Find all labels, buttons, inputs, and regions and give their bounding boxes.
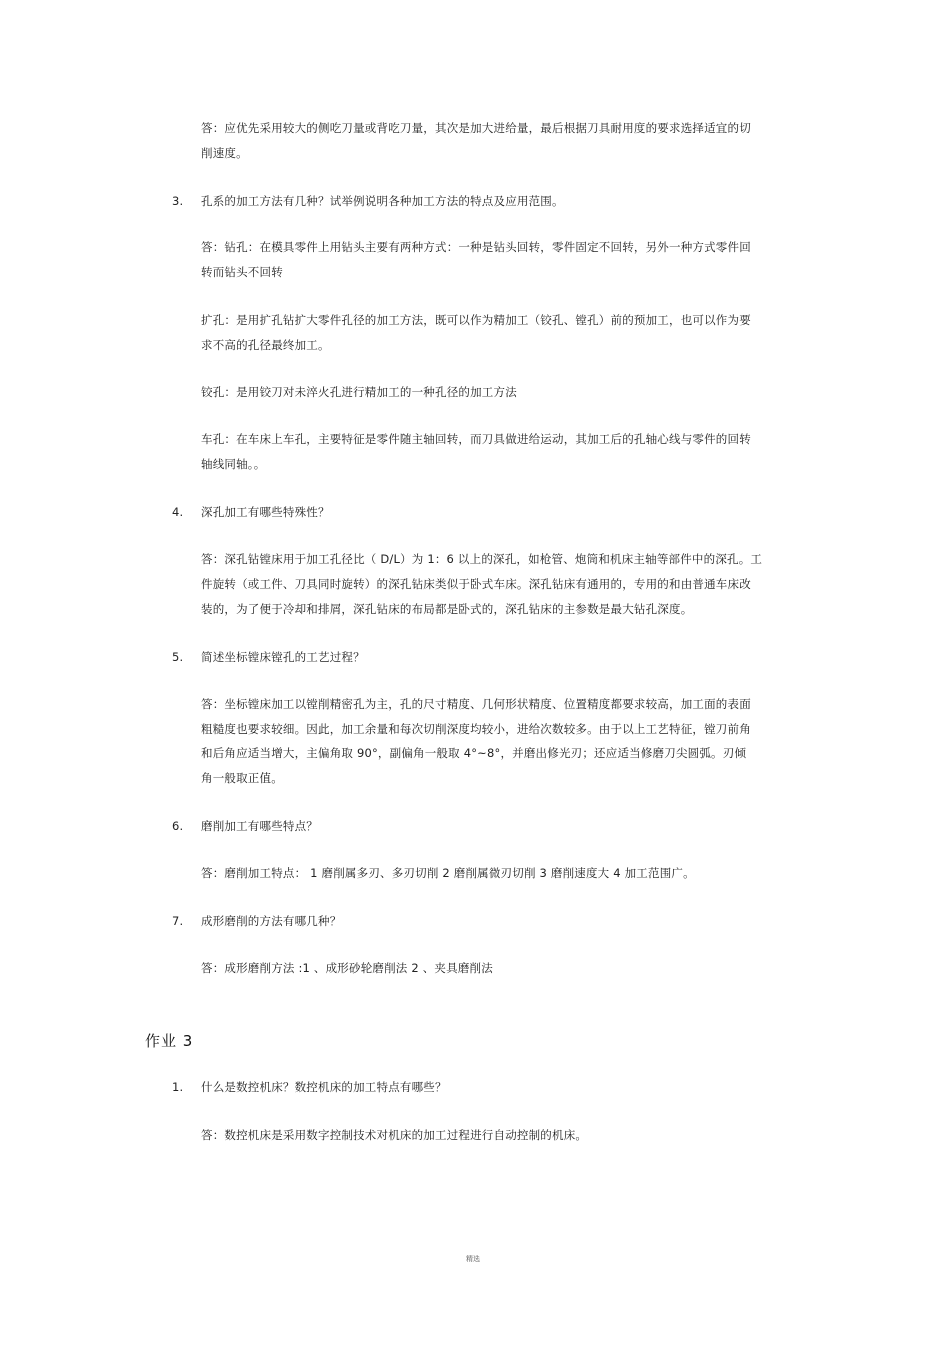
answer-3-drilling-line-2: 转而钻头不回转 bbox=[201, 265, 283, 279]
question-5-number: 5. bbox=[172, 650, 184, 664]
homework-question-1-number: 1. bbox=[172, 1080, 184, 1094]
page-footer: 精选 bbox=[466, 1255, 480, 1263]
question-3-number: 3. bbox=[172, 194, 184, 208]
answer-3-expanding-line-1: 扩孔：是用扩孔钻扩大零件孔径的加工方法，既可以作为精加工（铰孔、镗孔）前的预加工，也可以作为要 bbox=[201, 313, 751, 327]
answer-3-turning-line-2: 轴线同轴。。 bbox=[201, 457, 266, 471]
section-heading: 作业 3 bbox=[145, 1032, 194, 1050]
answer-2-line-2: 削速度。 bbox=[201, 146, 248, 160]
homework-question-1-text: 什么是数控机床？数控机床的加工特点有哪些？ bbox=[201, 1080, 447, 1094]
answer-5-line-1: 答：坐标镗床加工以镗削精密孔为主，孔的尺寸精度、几何形状精度、位置精度都要求较高，加工面的表面 bbox=[201, 697, 751, 711]
question-5-text: 简述坐标镗床镗孔的工艺过程？ bbox=[201, 650, 365, 664]
question-4-number: 4. bbox=[172, 505, 184, 519]
answer-5-line-3: 和后角应适当增大，主偏角取 90°，副偏角一般取 4°~8°，并磨出修光刃；还应适当修磨刀尖圆弧。刃倾 bbox=[201, 746, 747, 760]
answer-4-line-3: 装的，为了便于冷却和排屑，深孔钻床的布局都是卧式的，深孔钻床的主参数是最大钻孔深度。 bbox=[201, 602, 693, 616]
answer-3-turning-line-1: 车孔：在车床上车孔，主要特征是零件随主轴回转，而刀具做进给运动，其加工后的孔轴心线与零件的回转 bbox=[201, 432, 751, 446]
answer-3-drilling-line-1: 答：钻孔：在模具零件上用钻头主要有两种方式：一种是钻头回转，零件固定不回转，另外一种方式零件回 bbox=[201, 240, 751, 254]
question-3-text: 孔系的加工方法有几种？试举例说明各种加工方法的特点及应用范围。 bbox=[201, 194, 564, 208]
answer-4-line-1: 答：深孔钻镗床用于加工孔径比（ D/L）为 1：6 以上的深孔，如枪管、炮筒和机床主轴等部件中的深孔。工 bbox=[201, 552, 763, 566]
question-7-number: 7. bbox=[172, 914, 184, 928]
question-6-number: 6. bbox=[172, 819, 184, 833]
answer-5-line-4: 角一般取正值。 bbox=[201, 771, 283, 785]
question-4-text: 深孔加工有哪些特殊性？ bbox=[201, 505, 330, 519]
question-6-text: 磨削加工有哪些特点？ bbox=[201, 819, 318, 833]
answer-3-expanding-line-2: 求不高的孔径最终加工。 bbox=[201, 338, 330, 352]
answer-2-line-1: 答：应优先采用较大的侧吃刀量或背吃刀量，其次是加大进给量，最后根据刀具耐用度的要求选择适宜的切 bbox=[201, 121, 751, 135]
answer-7: 答：成形磨削方法 :1 、成形砂轮磨削法 2 、夹具磨削法 bbox=[201, 961, 493, 975]
homework-answer-1: 答：数控机床是采用数字控制技术对机床的加工过程进行自动控制的机床。 bbox=[201, 1128, 588, 1142]
answer-4-line-2: 件旋转（或工件、刀具同时旋转）的深孔钻床类似于卧式车床。深孔钻床有通用的，专用的和由普通车床改 bbox=[201, 577, 751, 591]
question-7-text: 成形磨削的方法有哪几种？ bbox=[201, 914, 342, 928]
answer-3-reaming: 铰孔：是用铰刀对未淬火孔进行精加工的一种孔径的加工方法 bbox=[201, 385, 517, 399]
answer-5-line-2: 粗糙度也要求较细。因此，加工余量和每次切削深度均较小，进给次数较多。由于以上工艺特征，镗刀前角 bbox=[201, 722, 751, 736]
answer-6: 答：磨削加工特点： 1 磨削属多刃、多刃切削 2 磨削属微刃切削 3 磨削速度大 4 加工范围广。 bbox=[201, 866, 695, 880]
